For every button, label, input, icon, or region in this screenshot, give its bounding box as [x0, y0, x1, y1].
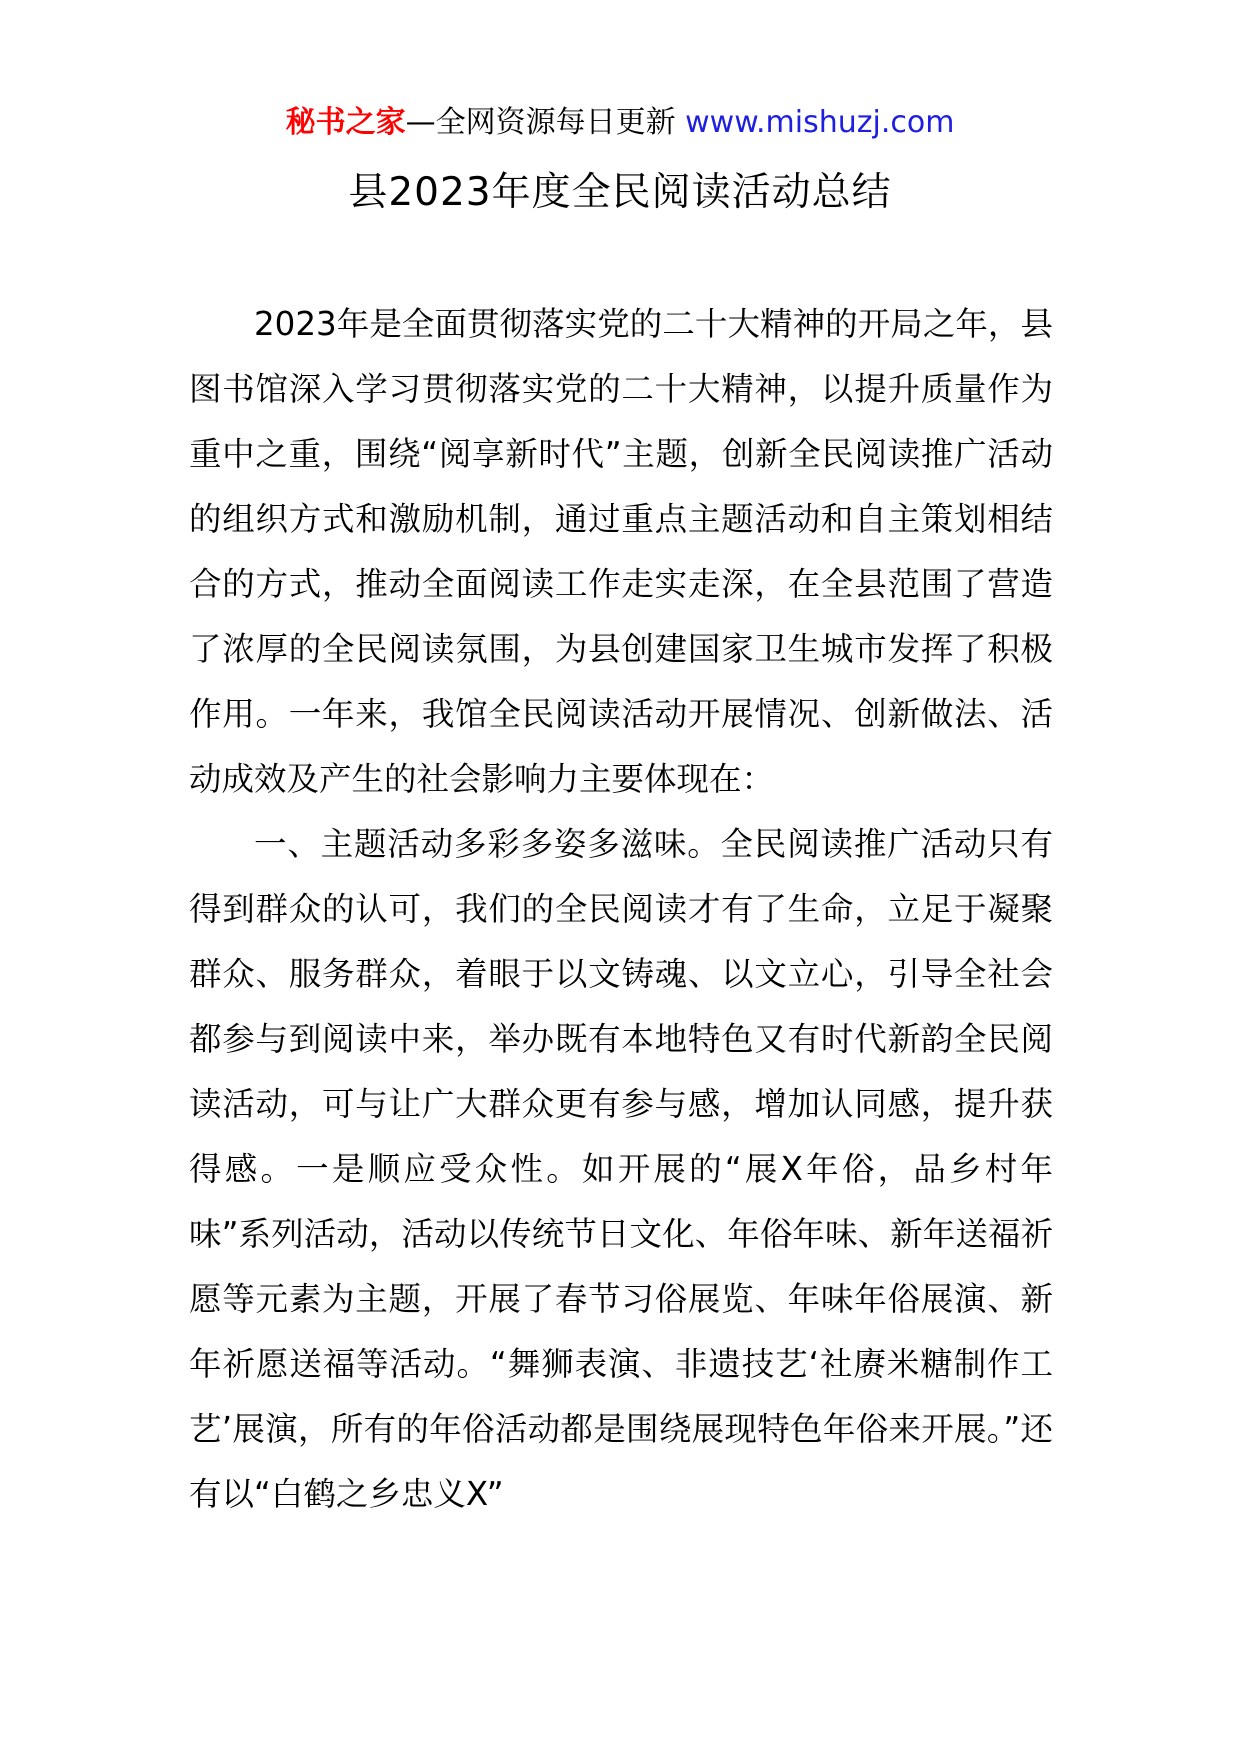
- paragraph-intro: 2023年是全面贯彻落实党的二十大精神的开局之年，县图书馆深入学习贯彻落实党的二十大精神，以提升质量作为重中之重，围绕“阅享新时代”主题，创新全民阅读推广活动的组织方式和激励机制，通过重点主题活动和自主策划相结合的方式，推动全面阅读工作走实走深，在全县范围了营造了浓厚的全民阅读氛围，为县创建国家卫生城市发挥了积极作用。一年来，我馆全民阅读活动开展情况、创新做法、活动成效及产生的社会影响力主要体现在：: [189, 305, 1053, 798]
- brand-name: 秘书之家: [285, 105, 406, 140]
- header-tagline: —全网资源每日更新: [405, 105, 676, 140]
- site-header: [0, 102, 1240, 144]
- document-title: 县2023年度全民阅读活动总结: [348, 170, 892, 215]
- site-url-link[interactable]: www.mishuzj.com: [685, 105, 955, 140]
- document-body: [189, 292, 1053, 1527]
- paragraph-section-one: 一、主题活动多彩多姿多滋味。全民阅读推广活动只有得到群众的认可，我们的全民阅读才有了生命，立足于凝聚群众、服务群众，着眼于以文铸魂、以文立心，引导全社会都参与到阅读中来，举办既有本地特色又有时代新韵全民阅读活动，可与让广大群众更有参与感，增加认同感，提升获得感。一是顺应受众性。如开展的“展X年俗，品乡村年味”系列活动，活动以传统节日文化、年俗年味、新年送福祈愿等元素为主题，开展了春节习俗展览、年味年俗展演、新年祈愿送福等活动。“舞狮表演、非遗技艺‘社赓米糖制作工艺’展演，所有的年俗活动都是围绕展现特色年俗来开展。”还有以“白鹤之乡忠义X”: [189, 825, 1053, 1513]
